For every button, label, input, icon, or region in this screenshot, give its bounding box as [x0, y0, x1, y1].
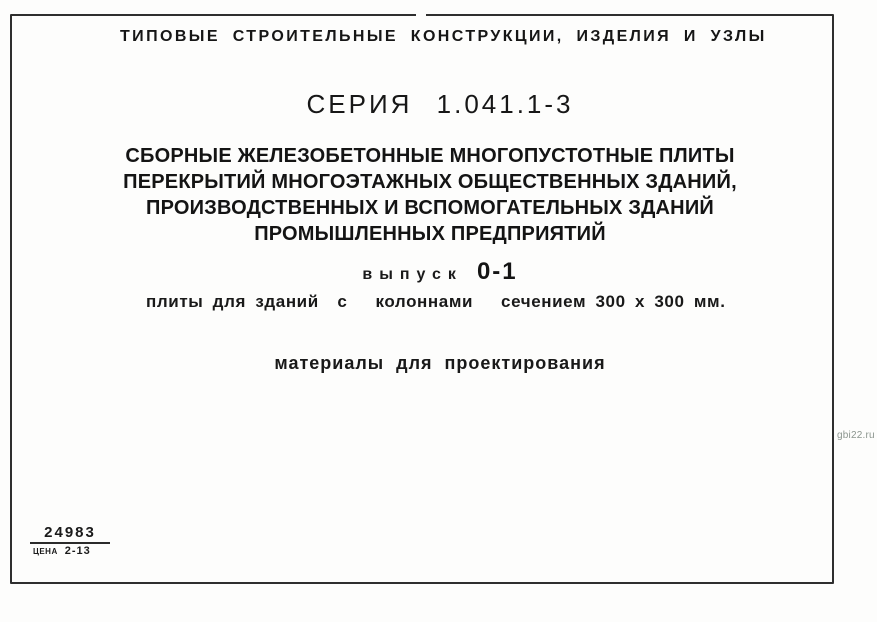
document-header: ТИПОВЫЕ СТРОИТЕЛЬНЫЕ КОНСТРУКЦИИ, ИЗДЕЛИЯ И УЗЛЫ: [120, 28, 767, 45]
stamp-price-row: [30, 545, 110, 557]
document-type: материалы для проектирования: [274, 353, 606, 373]
main-title-line-1: СБОРНЫЕ ЖЕЛЕЗОБЕТОННЫЕ МНОГОПУСТОТНЫЕ ПЛИТЫ: [125, 145, 735, 167]
price-label: ЦЕНА: [33, 547, 58, 556]
series-title: СЕРИЯ 1.041.1-3: [306, 89, 574, 119]
issue-number: 0-1: [476, 258, 518, 285]
issue-line: [120, 258, 760, 286]
stamp-number: 24983: [30, 524, 110, 544]
site-watermark: gbi22.ru: [837, 430, 875, 441]
subtitle: плиты для зданий с колоннами сечением 300 х 300 мм.: [146, 292, 726, 311]
main-title: [100, 143, 760, 247]
main-title-line-3: ПРОИЗВОДСТВЕННЫХ И ВСПОМОГАТЕЛЬНЫХ ЗДАНИЙ: [146, 197, 714, 219]
inventory-stamp: [30, 524, 110, 557]
sheet-border-scan-gap: [416, 12, 426, 19]
main-title-line-4: ПРОМЫШЛЕННЫХ ПРЕДПРИЯТИЙ: [254, 223, 606, 245]
price-value: 2-13: [64, 545, 91, 557]
main-title-line-2: ПЕРЕКРЫТИЙ МНОГОЭТАЖНЫХ ОБЩЕСТВЕННЫХ ЗДАНИЙ,: [123, 171, 737, 193]
issue-label: выпуск: [362, 266, 463, 283]
